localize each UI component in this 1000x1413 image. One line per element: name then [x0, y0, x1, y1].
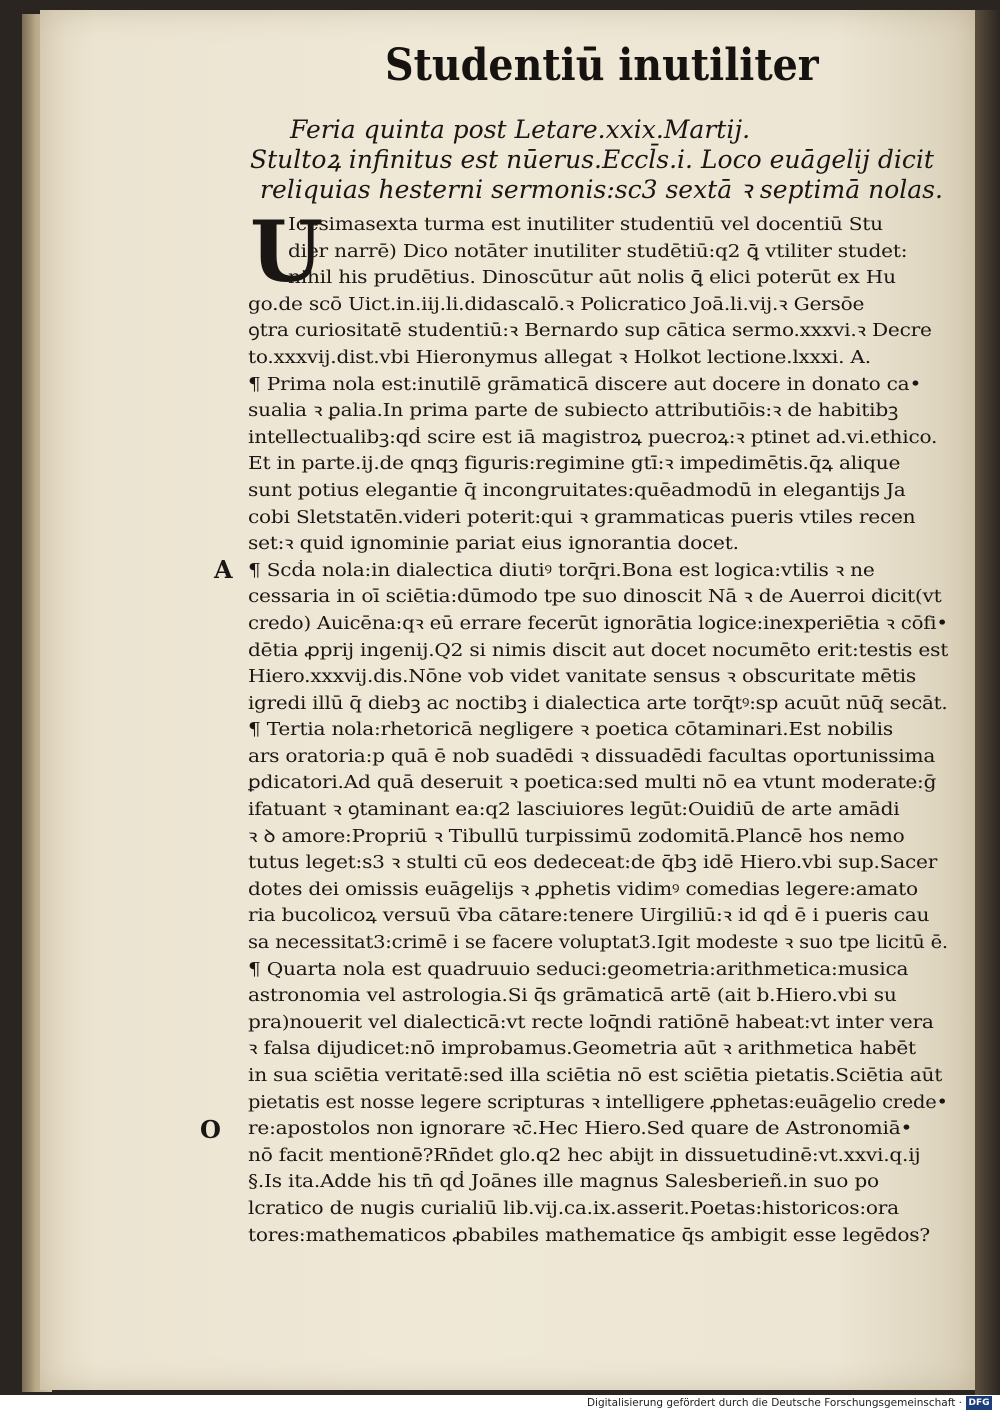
- body-line: re:apostolos non ignorare ꝛc̄.Hec Hiero.Sed quare de Astronomiā•: [248, 1119, 913, 1140]
- body-line: ꝯtra curiositatē studentiū:ꝛ Bernardo sup cātica sermo.xxxvi.ꝛ Decre: [248, 321, 932, 342]
- body-line: dier narrē) Dico notāter inutiliter studētiū:q2 ꝗ̄ vtiliter studet:: [288, 241, 908, 262]
- heading-line-3: reliquias hesterni sermonis:sc3 sextā ꝛ septimā nolas.: [260, 175, 943, 204]
- body-line: Et in parte.ij.de qnqꝫ figuris:regimine gtī:ꝛ impedimētis.q̄ꝝ alique: [248, 454, 901, 475]
- body-line: nō facit mentionē?Rn̄det glo.q2 hec abijt in dissuetudinē:vt.xxvi.q.ij: [248, 1145, 921, 1166]
- body-line: sunt potius elegantie q̄ incongruitates:quēadmodū in elegantijs Ja: [248, 480, 906, 501]
- body-line: go.de scō Uict.in.iij.li.didascalō.ꝛ Policratico Joā.li.vij.ꝛ Gersōe: [248, 294, 865, 315]
- body-line: ¶ Quarta nola est quadruuio seduci:geometria:arithmetica:musica: [248, 959, 909, 980]
- body-line: sa necessitat3:crimē i se facere voluptat3.Igit modeste ꝛ suo tpe licitū ē.: [248, 933, 948, 954]
- body-line: pietatis est nosse legere scripturas ꝛ intelligere ꝓphetas:euāgelio crede•: [248, 1092, 948, 1113]
- body-line: in sua sciētia veritatē:sed illa sciētia nō est sciētia pietatis.Sciētia aūt: [248, 1066, 943, 1086]
- body-line: Hiero.xxxvij.dis.Nōne vob videt vanitate sensus ꝛ obscuritate mētis: [248, 667, 916, 688]
- body-line: ¶ Tertia nola:rhetoricā negligere ꝛ poetica cōtaminari.Est nobilis: [248, 720, 893, 741]
- body-line: cobi Sletstatēn.videri poterit:qui ꝛ grammaticas pueris vtiles recen: [248, 507, 916, 528]
- body-line: cessaria in oī sciētia:dūmodo tpe suo dinoscit Nā ꝛ de Auerroi dicit(vt: [248, 587, 942, 608]
- body-line: tores:mathematicos ꝓbabiles mathematice q̄s ambigit esse legēdos?: [248, 1225, 930, 1246]
- page-edge-right: [975, 10, 1000, 1395]
- drop-cap: U: [250, 202, 324, 301]
- running-head: Studentiū inutiliter: [385, 40, 819, 91]
- body-line: ria bucolicoꝝ versuū v̄ba cātare:tenere Uirgiliū:ꝛ id qḋ ē i pueris cau: [248, 906, 930, 927]
- body-line: set:ꝛ quid ignominie pariat eius ignorantia docet.: [248, 534, 739, 555]
- body-line: Icesimasexta turma est inutiliter studentiū vel docentiū Stu: [288, 215, 883, 235]
- body-line: ars oratoria:p quā ē nob suadēdi ꝛ dissuadēdi facultas oportunissima: [248, 746, 936, 767]
- body-line: dotes dei omissis euāgelijs ꝛ ꝓphetis vidimꝰ comedias legere:amato: [248, 879, 918, 900]
- dfg-logo: DFG: [966, 1396, 992, 1410]
- body-line: ifatuant ꝛ ꝯtaminant ea:q2 lasciuiores legūt:Ouidiū de arte amādi: [248, 800, 900, 821]
- body-line: intellectualibꝫ:qḋ scire est iā magistroꝝ puecroꝝ:ꝛ ptinet ad.vi.ethico.: [248, 427, 938, 448]
- body-line: ꝛ falsa dijudicet:nō improbamus.Geometria aūt ꝛ arithmetica habēt: [248, 1039, 916, 1060]
- body-line: §.Is ita.Adde his tn̄ qḋ Joānes ille magnus Salesberieñ.in suo po: [248, 1172, 879, 1193]
- body-line: ꝛ ꝺ amore:Propriū ꝛ Tibullū turpissimū zodomitā.Plancē hos nemo: [248, 826, 905, 847]
- body-line: ¶ Scḋa nola:in dialectica diutiꝰ torq̄ri.Bona est logica:vtilis ꝛ ne: [248, 560, 875, 581]
- body-line: nihil his prudētius. Dinoscūtur aūt nolis ꝗ̄ elici poterūt ex Hu: [288, 268, 896, 289]
- body-line: to.xxxvij.dist.vbi Hieronymus allegat ꝛ Holkot lectione.lxxxi. A.: [248, 347, 871, 368]
- body-line: credo) Auicēna:qꝛ eū errare fecerūt ignorātia logice:inexperiētia ꝛ cōfi•: [248, 613, 948, 634]
- body-line: igredi illū q̄ diebꝫ ac noctibꝫ i dialectica arte torq̄tꝰ:sp acuūt nūq̄ secāt.: [248, 693, 948, 714]
- body-line: lcratico de nugis curialiū lib.vij.ca.ix.asserit.Poetas:historicos:ora: [248, 1198, 899, 1219]
- body-line: sualia ꝛ ꝑalia.In prima parte de subiecto attributiōis:ꝛ de habitibꝫ: [248, 401, 899, 422]
- body-line: tutus leget:s3 ꝛ stulti cū eos dedeceat:de q̄bꝫ idē Hiero.vbi sup.Sacer: [248, 853, 938, 874]
- heading-line-2: Stultoꝝ infinitus est nūerus.Eccl̄s.i. Loco euāgelij dicit: [250, 145, 934, 174]
- body-line: astronomia vel astrologia.Si q̄s grāmaticā artē (ait b.Hiero.vbi su: [248, 986, 897, 1007]
- footer-credit: Digitalisierung gefördert durch die Deutsche Forschungsgemeinschaft ·: [586, 1397, 962, 1409]
- body-line: ꝑdicatori.Ad quā deseruit ꝛ poetica:sed multi nō ea vtunt moderate:ḡ: [248, 773, 937, 794]
- body-line: ¶ Prima nola est:inutilē grāmaticā discere aut docere in donato ca•: [248, 374, 922, 395]
- margin-note-o: O: [200, 1115, 221, 1144]
- body-line: dētia ꝓprij ingenij.Q2 si nimis discit aut docet nocumēto erit:testis est: [248, 640, 948, 661]
- body-text: [248, 202, 948, 1249]
- heading-line-1: Feria quinta post Letare.xxix.Martij.: [290, 115, 751, 144]
- margin-note-a: A: [214, 555, 233, 584]
- body-line: pra)nouerit vel dialecticā:vt recte loq̄ndi ratiōnē habeat:vt inter vera: [248, 1012, 934, 1033]
